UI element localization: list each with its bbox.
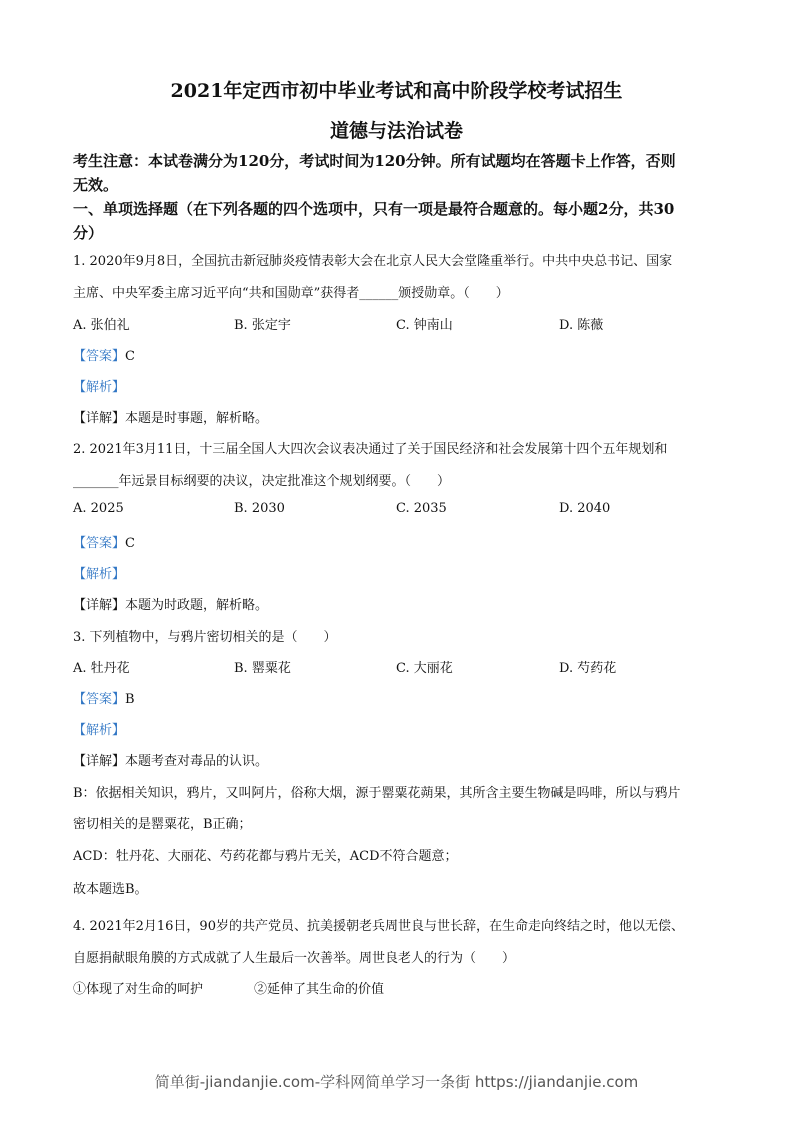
question-2-option-d: D. 2040 [559,501,611,516]
question-1-answer [73,345,135,364]
answer-value: B [125,692,135,707]
question-2-option-b: B. 2030 [234,501,285,516]
question-3-option-a: A. 牡丹花 [73,661,130,676]
question-4-line-2: 自愿捐献眼角膜的方式成就了人生最后一次善举。周世良老人的行为（ ） [73,951,516,966]
notice-line-1: 考生注意：本试卷满分为120分，考试时间为120分钟。所有试题均在答题卡上作答，否则 [73,152,676,170]
question-3-option-d: D. 芍药花 [559,661,617,676]
question-3-option-b: B. 罂粟花 [234,661,291,676]
notice-line-2: 无效。 [73,176,119,194]
question-4-item-2: ②延伸了其生命的价值 [254,982,385,997]
question-1-detail: 【详解】本题是时事题，解析略。 [73,411,269,426]
question-2-line-1: 2. 2021年3月11日，十三届全国人大四次会议表决通过了关于国民经济和社会发展第十四个五年规划和 [73,442,668,457]
question-3-explain-2: 密切相关的是罂粟花，B正确； [73,817,252,832]
section-heading-line-1: 一、单项选择题（在下列各题的四个选项中，只有一项是最符合题意的。每小题2分，共30 [73,200,675,218]
question-2-detail: 【详解】本题为时政题，解析略。 [73,598,269,613]
page-footer: 简单街-jiandanjie.com-学科网简单学习一条街 https://jiandanjie.com [154,1073,639,1091]
question-3-detail: 【详解】本题考查对毒品的认识。 [73,754,269,769]
question-1-option-d: D. 陈薇 [559,318,604,333]
question-3-explain-3: ACD：牡丹花、大丽花、芍药花都与鸦片无关，ACD不符合题意； [73,849,458,864]
answer-label: 【答案】 [73,536,126,551]
question-3-answer [73,688,135,707]
question-3-line-1: 3. 下列植物中，与鸦片密切相关的是（ ） [73,630,337,645]
question-3-analysis-label: 【解析】 [73,723,126,738]
section-heading-line-2: 分） [73,224,104,242]
page-title: 2021年定西市初中毕业考试和高中阶段学校考试招生 [170,80,623,102]
answer-label: 【答案】 [73,692,126,707]
question-3-explain-1: B：依据相关知识，鸦片，又叫阿片，俗称大烟，源于罂粟花蒴果，其所含主要生物碱是吗啡，所以与鸦片 [73,786,681,801]
question-2-option-a: A. 2025 [73,501,124,516]
question-2-answer [73,532,135,551]
question-4-line-1: 4. 2021年2月16日，90岁的共产党员、抗美援朝老兵周世良与世长辞，在生命走向终结之时，他以无偿、 [73,919,684,934]
question-1-line-1: 1. 2020年9月8日，全国抗击新冠肺炎疫情表彰大会在北京人民大会堂隆重举行。中共中央总书记、国家 [73,254,673,269]
question-2-option-c: C. 2035 [396,501,447,516]
question-1-option-a: A. 张伯礼 [73,318,130,333]
question-1-option-b: B. 张定宇 [234,318,291,333]
question-3-option-c: C. 大丽花 [396,661,453,676]
question-3-explain-4: 故本题选B。 [73,882,148,897]
answer-value: C [125,536,135,551]
answer-value: C [125,349,135,364]
question-4-item-1: ①体现了对生命的呵护 [73,982,204,997]
question-1-option-c: C. 钟南山 [396,318,453,333]
answer-label: 【答案】 [73,349,126,364]
question-1-analysis-label: 【解析】 [73,380,126,395]
page-subtitle: 道德与法治试卷 [329,120,463,142]
question-2-analysis-label: 【解析】 [73,567,126,582]
question-1-line-2: 主席、中央军委主席习近平向“共和国勋章”获得者______颁授勋章。（ ） [73,286,509,301]
question-2-line-2: _______年远景目标纲要的决议，决定批准这个规划纲要。（ ） [73,474,451,489]
